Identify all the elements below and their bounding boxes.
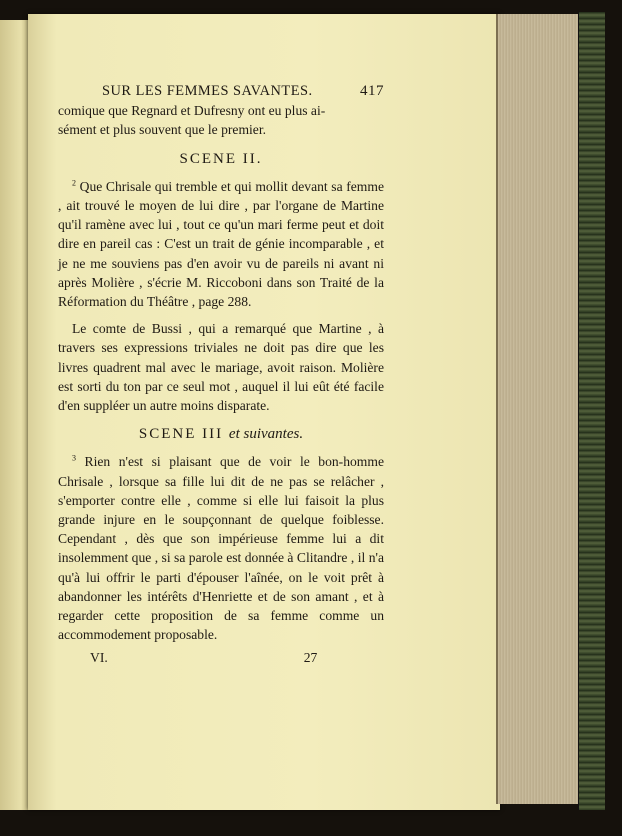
running-title: SUR LES FEMMES SAVANTES. (102, 83, 313, 99)
note-marker-3: 3 (72, 453, 76, 463)
scene-3-heading (58, 425, 384, 444)
scene-2-note (58, 177, 384, 311)
signature-mark: 27 (303, 650, 318, 666)
scene-3-title: SCENE III (138, 426, 224, 443)
volume-number: VI. (90, 650, 108, 666)
running-head (58, 82, 384, 101)
page-block-edges (496, 14, 582, 804)
scene-2-heading: SCENE II. (179, 150, 263, 167)
page-text (58, 82, 384, 668)
scene-3-note (58, 452, 384, 644)
scene-3-note-text: Rien n'est si plaisant que de voir le bon-homme Chrisale , lorsque sa fille lui dit de ne pas se relâcher , s'emporter contre elle , comme si elle lui faisoit la plus grande injure en le soupçonnant de quelque foiblesse. Cependant , dès que son impérieuse femme lui a dit insolemment que , si sa parole est donnée à Clitandre , il n'a qu'à lui offrir le parti d'épouser l'aînée, on le voit prêt à abandonner les intérêts d'Henriette et de son amant , et à regarder cette proposition de sa femme comme un accommodement proposable. (58, 454, 384, 643)
book-cover-edge (578, 12, 605, 810)
page-number: 417 (360, 83, 384, 99)
scene-3-title-suffix: et suivantes. (228, 426, 304, 443)
note-marker-2: 2 (72, 178, 76, 188)
scene-2-second-paragraph: Le comte de Bussi , qui a remarqué que Martine , à travers ses expressions triviales ne doit pas dire que les livres quadrent mal avec le mariage, avoit raison. Molière est sorti du ton par ce seul mot , auquel il lui eût été facile d'en suppléer un autre moins disparate. (58, 321, 384, 414)
continuation-text (58, 101, 384, 139)
scene-2-note-text: Que Chrisale qui tremble et qui mollit devant sa femme , ait trouvé le moyen de lui dire , par l'organe de Martine qu'il ramène avec lui , tout ce qu'un mari ferme peut et doit dire en pareil cas : C'est un trait de génie incomparable , et je ne me souviens pas d'en avoir vu de pareils ni avant ni après Molière , s'écrie M. Riccoboni dans son Traité de la Réformation du Théâtre , page 288. (58, 178, 384, 310)
facing-page-edge (0, 20, 31, 810)
continuation-line-1: comique que Regnard et Dufresny ont eu plus ai- (58, 103, 326, 119)
page-footer (58, 648, 384, 667)
continuation-line-2: sément et plus souvent que le premier. (58, 122, 267, 138)
